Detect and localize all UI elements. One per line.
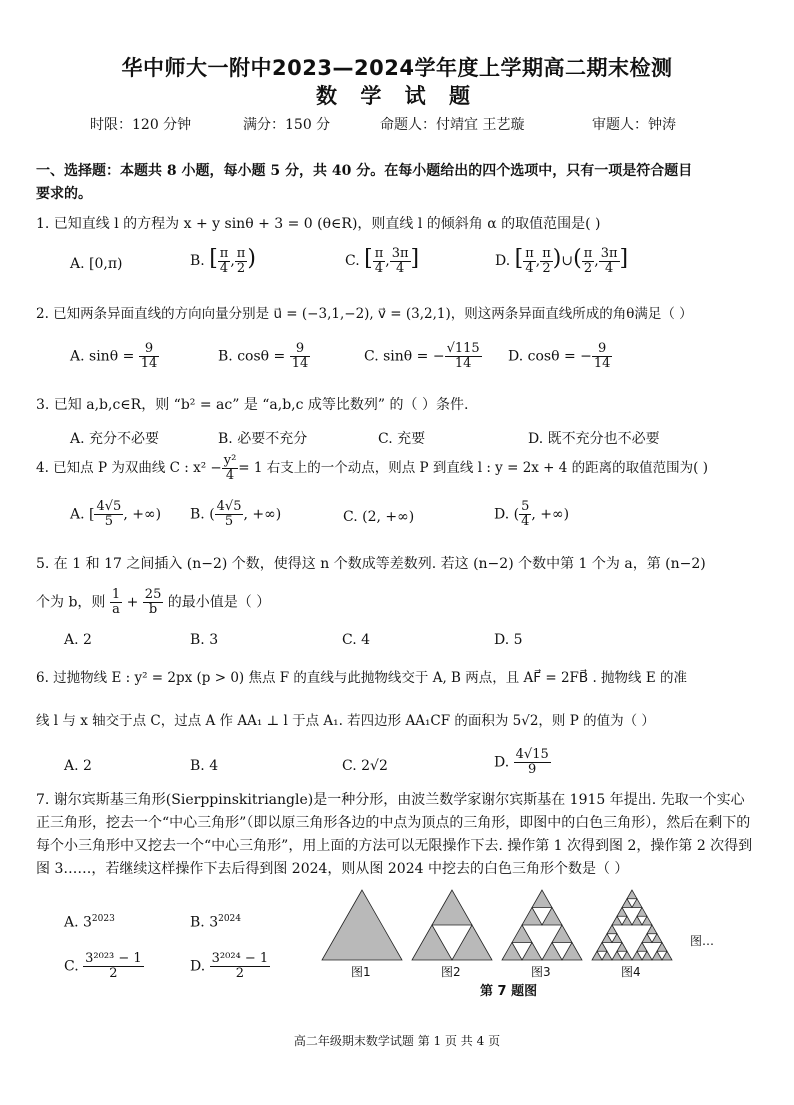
solid-triangle [322,890,402,960]
q2-option-b: B. cosθ = $\frac{9}{14}$ [218,341,309,371]
q7-option-c: C. $\frac{\text{3²⁰²³ − 1}}{2}$ [64,951,142,981]
time-limit: 时限：120 分钟 [90,117,192,133]
q6-option-b: B. 4 [190,758,219,774]
q5-option-c: C. 4 [342,632,371,648]
full-score: 满分：150 分 [243,117,331,133]
q1-option-b: B. [ $\frac{\pi}{4}$ , $\frac{\pi}{2}$ ) [190,245,256,276]
q5-option-b: B. 3 [190,632,219,648]
q2-option-c: C. sinθ = − $\frac{√115}{14}$ [364,341,480,371]
q6-stem-line1: 6. 过抛物线 E : y² = 2px (p > 0) 焦点 F 的直线与此抛物线交于 A, B 两点，且 AF⃗ = 2FB⃗ . 抛物线 E 的准 [36,670,687,686]
sierpinski-fig2 [412,890,492,960]
q4-option-b: B. ( $\frac{4√5}{5}$ , +∞) [190,499,282,529]
q3-stem: 3. 已知 a,b,c∈R，则 “b² = ac” 是 “a,b,c 成等比数列” 的（ ）条件. [36,397,469,413]
q4-option-c: C. (2, +∞) [343,509,415,525]
q6-option-c: C. 2√2 [342,758,388,774]
q1-stem: 1. 已知直线 l 的方程为 x + y sinθ + 3 = 0 (θ∈R)，则直线 l 的倾斜角 α 的取值范围是( ) [36,216,601,232]
fig-label-3: 图3 [531,965,551,979]
exam-title: 华中师大一附中2023—2024学年度上学期高二期末检测 [121,56,673,80]
page-footer: 高二年级期末数学试题 第 1 页 共 4 页 [293,1034,501,1048]
q1-option-d: D. [ $\frac{\pi}{4}$ , $\frac{\pi}{2}$ )∪( $\frac{\pi}{2}$ , $\frac{3\pi}{4}$ ] [495,245,629,276]
section-heading-line1: 一、选择题：本题共 8 小题，每小题 5 分，共 40 分。在每小题给出的四个选项中，只有一项是符合题目 [36,163,693,179]
sierpinski-fig4 [592,890,672,960]
sierpinski-fig3 [502,890,582,960]
q3-option-b: B. 必要不充分 [218,431,308,447]
fig-label-more: 图… [690,934,715,948]
q6-option-a: A. 2 [64,758,92,774]
q4-stem: 4. 已知点 P 为双曲线 C : x² − $\frac{\text{y²}}{4}$ = 1 右支上的一个动点，则点 P 到直线 l : y = 2x + 4 的距离的取值范围为( ) [36,453,708,483]
q5-option-d: D. 5 [494,632,523,648]
q2-stem: 2. 已知两条异面直线的方向向量分别是 u⃗ = (−3,1,−2), v⃗ = (3,2,1)，则这两条异面直线所成的角θ满足（ ） [36,306,693,322]
fig-label-2: 图2 [441,965,461,979]
q5-stem-line2: 个为 b，则 $\frac{1}{a}$ + $\frac{25}{b}$ 的最小值是（ ） [36,587,271,617]
authors: 命题人：付靖宜 王艺璇 [380,117,525,133]
q2-option-d: D. cosθ = − $\frac{9}{14}$ [508,341,611,371]
q5-stem-line1: 5. 在 1 和 17 之间插入 (n−2) 个数，使得这 n 个数成等差数列. 若这 (n−2) 个数中第 1 个为 a，第 (n−2) [36,556,706,572]
fig-caption: 第 7 题图 [480,984,538,999]
q4-option-d: D. ( $\frac{5}{4}$ , +∞) [494,499,570,529]
q7-option-d: D. $\frac{\text{3²⁰²⁴ − 1}}{2}$ [190,951,269,981]
fig-label-1: 图1 [351,965,371,979]
section-heading-line2: 要求的。 [36,186,92,202]
q1-option-a: A. [0,π) [70,256,123,272]
q2-option-a: A. sinθ = $\frac{9}{14}$ [70,341,158,371]
fig-label-4: 图4 [621,965,641,979]
q5-option-a: A. 2 [64,632,92,648]
q7-option-a: A. $3^{2023}$ [64,914,115,931]
q6-option-d: D. $\frac{4√15}{9}$ [494,747,549,777]
q7-stem: 7. 谢尔宾斯基三角形(Sierppinskitriangle)是一种分形，由波兰数学家谢尔宾斯基在 1915 年提出. 先取一个实心正三角形，挖去一个“中心三角形”（即以原三角形各边的中点为顶点的三角形，即图中的白色三角形），然后在剩下的每个小三角形中又挖去一个“中心三角形”，用上面的方法可以无限操作下去. 操作第 1 次得到图 2，操作第 2 次得到图 3……，若继续这样操作下去后得到图 2024，则从图 2024 中挖去的白色三角形个数是（ ） [36,792,753,877]
exam-subtitle: 数 学 试 题 [316,84,478,108]
q6-stem-line2: 线 l 与 x 轴交于点 C，过点 A 作 AA₁ ⊥ l 于点 A₁. 若四边形 AA₁CF 的面积为 5√2，则 P 的值为（ ） [36,713,655,729]
q1-option-c: C. [ $\frac{\pi}{4}$ , $\frac{3\pi}{4}$ ] [345,245,420,276]
q3-option-a: A. 充分不必要 [70,431,160,447]
sierpinski-figure [320,888,690,968]
q3-option-d: D. 既不充分也不必要 [528,431,660,447]
q4-option-a: A. [ $\frac{4√5}{5}$ , +∞) [70,499,162,529]
q3-option-c: C. 充要 [378,431,426,447]
q7-option-b: B. $3^{2024}$ [190,914,242,931]
reviewer: 审题人：钟涛 [592,117,676,133]
sierpinski-fig1 [322,890,402,960]
